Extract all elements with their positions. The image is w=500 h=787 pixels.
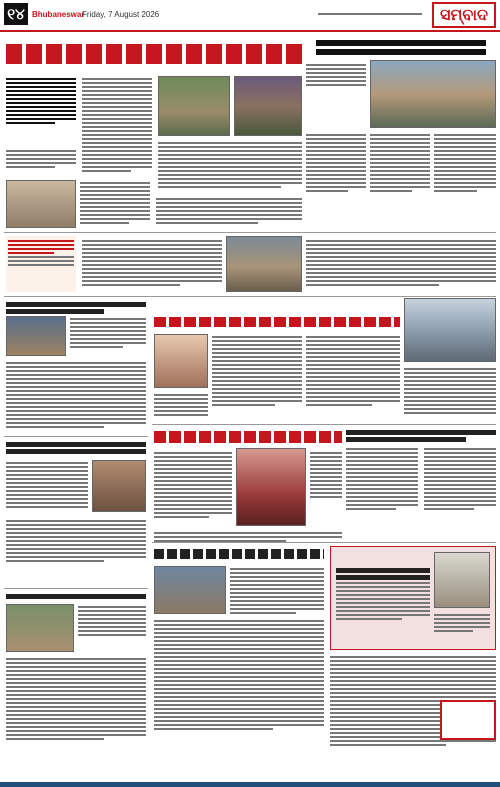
bottom-left-body-1 [78, 604, 146, 638]
section-divider-1 [4, 232, 496, 233]
top-right-body-1 [306, 62, 366, 88]
section-divider-4 [152, 542, 496, 543]
left-body-2 [70, 316, 146, 350]
right-headline [346, 428, 496, 444]
bottom-mid-photo [154, 566, 226, 614]
inset-photo [6, 180, 76, 228]
boxed-story-text [8, 238, 74, 268]
top-right-photo [370, 60, 496, 128]
lower-body-1 [154, 450, 232, 520]
bottom-left-headline [6, 592, 146, 601]
bottom-left-photo [6, 604, 74, 652]
mid-body-1 [82, 238, 222, 288]
top-right-headline [306, 36, 496, 58]
bottom-mid-headline [154, 546, 324, 562]
edition-city: Bhubaneswar [32, 10, 85, 19]
section-divider-2 [4, 296, 496, 297]
footer-strip [0, 782, 500, 787]
official-photo [154, 334, 208, 388]
lead-headline [6, 38, 302, 68]
lower-headline [154, 428, 342, 446]
left-story-photo [6, 316, 66, 356]
masthead-logo: ସମ୍ବାଦ [432, 2, 496, 28]
lead-body-5 [156, 196, 302, 226]
rape-case-body-2 [6, 518, 146, 564]
mid-right-photo [404, 298, 496, 362]
left-divider [4, 436, 148, 437]
section-divider-3 [152, 424, 496, 425]
mid-photo [226, 236, 302, 292]
left-body-1 [6, 360, 146, 430]
bottom-left-body-2 [6, 656, 146, 742]
lower-body-2 [310, 450, 342, 500]
lead-photo-2 [234, 76, 302, 136]
top-right-body-4 [434, 132, 496, 194]
mid-right-body-1 [212, 334, 302, 408]
edition-date: Friday, 7 August 2026 [82, 10, 160, 19]
lead-bullets [6, 76, 76, 126]
mid-right-body-4 [154, 392, 208, 418]
top-right-body-2 [306, 132, 366, 194]
left-headline-1 [6, 300, 146, 316]
top-right-body-3 [370, 132, 430, 194]
promo-box [440, 700, 496, 740]
rape-case-body [6, 460, 88, 510]
page-number: ୧୪ [4, 3, 28, 25]
left-divider-2 [4, 588, 148, 589]
bottom-mid-body-2 [154, 618, 324, 732]
mid-right-headline [154, 314, 400, 330]
bottom-right-photo [434, 552, 490, 608]
right-body-1 [346, 446, 418, 512]
page-header [0, 0, 500, 30]
lead-body-4 [232, 140, 302, 190]
mid-right-body-3 [404, 366, 496, 416]
right-body-2 [424, 446, 496, 512]
header-rule [0, 30, 500, 32]
odia-date-line [318, 10, 422, 19]
bottom-right-body-1 [336, 566, 430, 622]
accused-photo [92, 460, 146, 512]
inset-body [80, 180, 150, 226]
lead-body-2 [82, 76, 152, 174]
bottom-right-body-2 [434, 612, 490, 634]
rape-case-headline [6, 440, 146, 456]
mid-body-2 [306, 238, 496, 288]
lead-photo-1 [158, 76, 230, 136]
lead-body-1 [6, 148, 76, 170]
mid-right-body-2 [306, 334, 400, 408]
woman-portrait [236, 448, 306, 526]
bottom-mid-body-1 [230, 566, 324, 616]
